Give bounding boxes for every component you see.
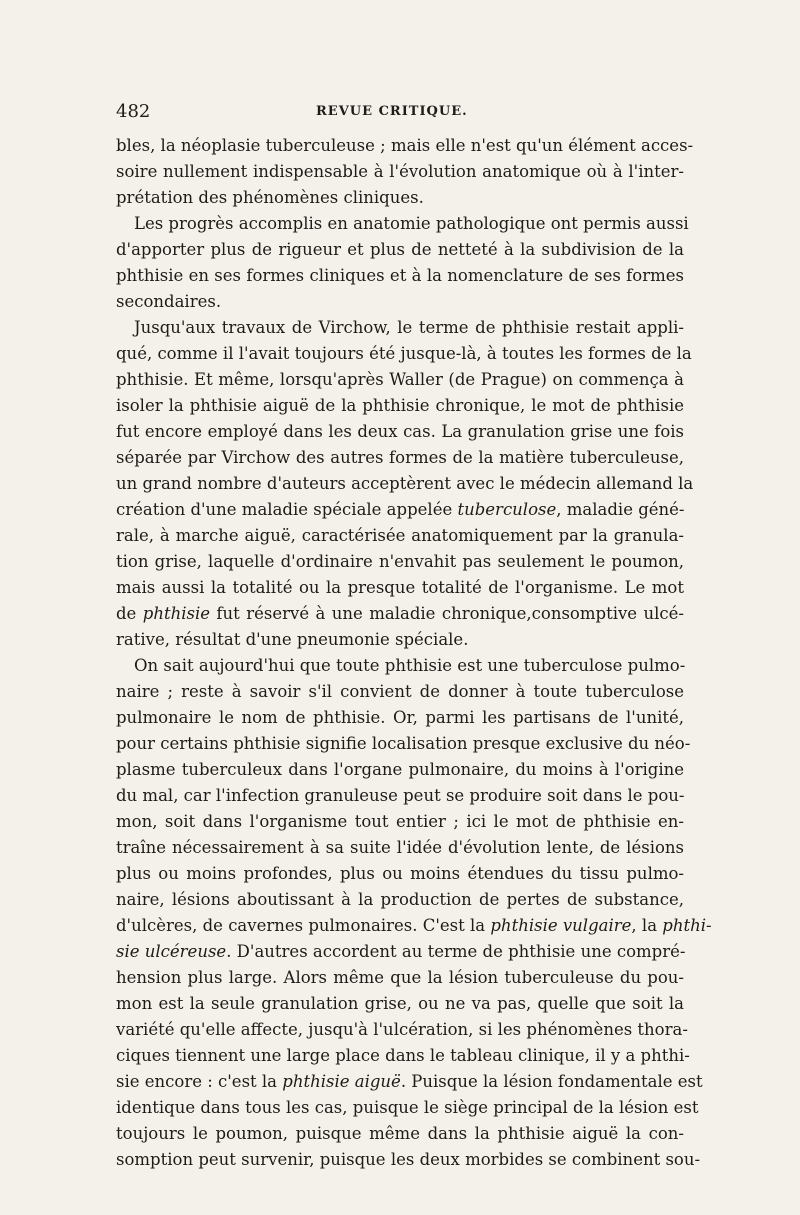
- text-line: [116, 939, 684, 965]
- text-line: [116, 341, 692, 367]
- text-segment: hension plus large. Alors même que la lésion tuberculeuse du pou-: [116, 968, 684, 987]
- text-line: [116, 523, 684, 549]
- text-segment: isoler la phthisie aiguë de la phthisie chronique, le mot de phthisie: [116, 396, 684, 415]
- paragraph: [116, 211, 689, 315]
- text-line: [116, 835, 684, 861]
- paragraph: [116, 653, 712, 1173]
- text-segment: naire, lésions aboutissant à la production de pertes de substance,: [116, 890, 684, 909]
- text-segment: séparée par Virchow des autres formes de la matière tuberculeuse,: [116, 448, 684, 467]
- text-line: [116, 211, 689, 237]
- text-line: [116, 627, 684, 653]
- text-segment: pour certains phthisie signifie localisation presque exclusive du néo-: [116, 734, 691, 753]
- text-segment: d'ulcères, de cavernes pulmonaires. C'est la: [116, 916, 491, 935]
- text-line: [116, 705, 684, 731]
- text-segment: sie encore : c'est la: [116, 1072, 283, 1091]
- text-line: [116, 679, 684, 705]
- italic-term: tuberculose: [457, 500, 557, 519]
- text-line: [116, 263, 684, 289]
- text-segment: somption peut survenir, puisque les deux morbides se combinent sou-: [116, 1150, 701, 1169]
- text-line: [116, 419, 684, 445]
- text-line: [116, 575, 684, 601]
- italic-term: phthisie: [142, 604, 210, 623]
- page-header: [116, 101, 686, 127]
- text-segment: mon est la seule granulation grise, ou ne va pas, quelle que soit la: [116, 994, 684, 1013]
- text-segment: toujours le poumon, puisque même dans la phthisie aiguë la con-: [116, 1124, 684, 1143]
- text-segment: rative, résultat d'une pneumonie spéciale.: [116, 630, 469, 649]
- text-line: [116, 1095, 699, 1121]
- text-segment: de: [116, 604, 143, 623]
- text-line: [116, 549, 684, 575]
- text-segment: , maladie géné-: [556, 500, 685, 519]
- text-line: [116, 757, 684, 783]
- text-segment: , la: [631, 916, 663, 935]
- text-segment: plasme tuberculeux dans l'organe pulmonaire, du moins à l'origine: [116, 760, 684, 779]
- text-line: [116, 601, 684, 627]
- text-segment: pulmonaire le nom de phthisie. Or, parmi les partisans de l'unité,: [116, 708, 684, 727]
- text-line: [116, 783, 684, 809]
- text-line: [116, 471, 694, 497]
- text-segment: qué, comme il l'avait toujours été jusque-là, à toutes les formes de la: [116, 344, 692, 363]
- italic-term: phthi-: [662, 916, 712, 935]
- text-segment: soire nullement indispensable à l'évolution anatomique où à l'inter-: [116, 162, 684, 181]
- text-line: [116, 1069, 703, 1095]
- text-segment: secondaires.: [116, 292, 222, 311]
- text-line: [116, 965, 684, 991]
- text-line: [116, 289, 684, 315]
- italic-term: phthisie vulgaire: [490, 916, 632, 935]
- text-segment: plus ou moins profondes, plus ou moins étendues du tissu pulmo-: [116, 864, 684, 883]
- italic-term: sie ulcéreuse: [116, 942, 227, 961]
- text-segment: fut réservé à une maladie chronique,consomptive ulcé-: [210, 604, 684, 623]
- text-segment: création d'une maladie spéciale appelée: [116, 500, 458, 519]
- text-segment: identique dans tous les cas, puisque le siège principal de la lésion est: [116, 1098, 699, 1117]
- text-segment: bles, la néoplasie tuberculeuse ; mais elle n'est qu'un élément acces-: [116, 136, 694, 155]
- text-segment: fut encore employé dans les deux cas. La granulation grise une fois: [116, 422, 684, 441]
- text-line: [116, 991, 684, 1017]
- text-line: [116, 913, 712, 939]
- italic-term: phthisie aiguë: [282, 1072, 401, 1091]
- running-title: REVUE CRITIQUE.: [316, 104, 468, 119]
- text-line: [116, 809, 684, 835]
- text-segment: phthisie. Et même, lorsqu'après Waller (de Prague) on commença à: [116, 370, 684, 389]
- text-line: [116, 315, 684, 341]
- text-segment: Jusqu'aux travaux de Virchow, le terme de phthisie restait appli-: [134, 318, 684, 337]
- text-line: [116, 133, 694, 159]
- text-line: [116, 1147, 701, 1173]
- text-line: [116, 1043, 690, 1069]
- text-line: [116, 159, 684, 185]
- text-segment: ciques tiennent une large place dans le tableau clinique, il y a phthi-: [116, 1046, 690, 1065]
- text-line: [116, 1017, 688, 1043]
- paragraph: [116, 315, 694, 653]
- text-segment: naire ; reste à savoir s'il convient de donner à toute tuberculose: [116, 682, 684, 701]
- page-number: 482: [116, 101, 151, 122]
- text-segment: prétation des phénomènes cliniques.: [116, 188, 424, 207]
- text-segment: mon, soit dans l'organisme tout entier ; ici le mot de phthisie en-: [116, 812, 684, 831]
- text-line: [116, 1121, 684, 1147]
- text-line: [116, 861, 684, 887]
- text-line: [116, 887, 684, 913]
- text-segment: On sait aujourd'hui que toute phthisie est une tuberculose pulmo-: [134, 656, 686, 675]
- text-line: [116, 731, 691, 757]
- text-segment: variété qu'elle affecte, jusqu'à l'ulcération, si les phénomènes thora-: [116, 1020, 688, 1039]
- text-line: [116, 653, 684, 679]
- text-line: [116, 367, 684, 393]
- paragraph: [116, 133, 694, 211]
- text-line: [116, 185, 684, 211]
- text-segment: . Puisque la lésion fondamentale est: [400, 1072, 703, 1091]
- text-segment: phthisie en ses formes cliniques et à la nomenclature de ses formes: [116, 266, 684, 285]
- text-segment: traîne nécessairement à sa suite l'idée d'évolution lente, de lésions: [116, 838, 684, 857]
- text-line: [116, 393, 684, 419]
- text-segment: mais aussi la totalité ou la presque totalité de l'organisme. Le mot: [116, 578, 684, 597]
- text-segment: un grand nombre d'auteurs acceptèrent avec le médecin allemand la: [116, 474, 694, 493]
- text-segment: tion grise, laquelle d'ordinaire n'envahit pas seulement le poumon,: [116, 552, 684, 571]
- text-line: [116, 237, 684, 263]
- text-segment: d'apporter plus de rigueur et plus de netteté à la subdivision de la: [116, 240, 684, 259]
- text-segment: . D'autres accordent au terme de phthisie une compré-: [226, 942, 686, 961]
- text-line: [116, 497, 684, 523]
- text-segment: rale, à marche aiguë, caractérisée anatomiquement par la granula-: [116, 526, 684, 545]
- text-segment: Les progrès accomplis en anatomie pathologique ont permis aussi: [134, 214, 689, 233]
- text-segment: du mal, car l'infection granuleuse peut se produire soit dans le pou-: [116, 786, 685, 805]
- body-text: [116, 133, 712, 1173]
- text-line: [116, 445, 684, 471]
